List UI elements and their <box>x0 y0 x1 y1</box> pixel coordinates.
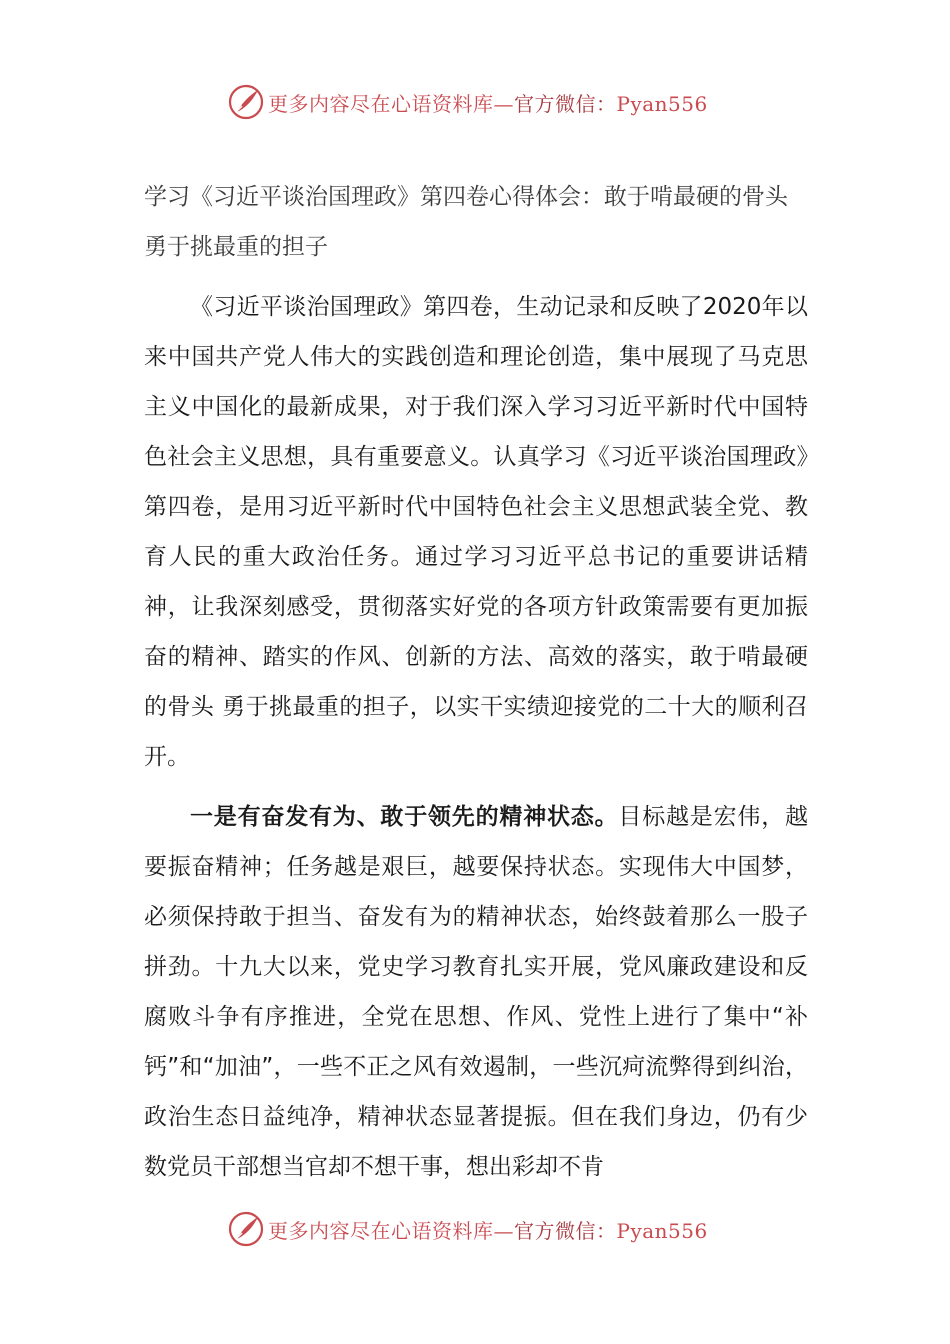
watermark-text <box>268 88 708 117</box>
paragraph-2-lead: 一是有奋发有为、敢于领先的精神状态。 <box>190 804 619 830</box>
article-paragraph-2 <box>144 792 808 1192</box>
watermark-wechat-label: 官方微信： <box>514 1218 617 1243</box>
article-paragraph-1: 《习近平谈治国理政》第四卷，生动记录和反映了2020年以来中国共产党人伟大的实践创造和理论创造，集中展现了马克思主义中国化的最新成果，对于我们深入学习习近平新时代中国特色社会主义思想，具有重要意义。认真学习《习近平谈治国理政》第四卷，是用习近平新时代中国特色社会主义思想武装全党、教育人民的重大政治任务。通过学习习近平总书记的重要讲话精神，让我深刻感受，贯彻落实好党的各项方针政策需要有更加振奋的精神、踏实的作风、创新的方法、高效的落实，敢于啃最硬的骨头 勇于挑最重的担子，以实干实绩迎接党的二十大的顺利召开。 <box>144 294 808 770</box>
article-title: 学习《习近平谈治国理政》第四卷心得体会：敢于啃最硬的骨头 勇于挑最重的担子 <box>144 184 788 260</box>
watermark-text <box>268 1215 708 1244</box>
quill-pen-logo-icon <box>228 84 264 120</box>
footer-watermark <box>228 1211 708 1247</box>
watermark-dash: — <box>493 91 514 116</box>
watermark-wechat-id: Pyan556 <box>616 91 708 116</box>
watermark-brand: 更多内容尽在心语资料库 <box>268 1218 494 1243</box>
watermark-wechat-label: 官方微信： <box>514 91 617 116</box>
watermark-brand: 更多内容尽在心语资料库 <box>268 91 494 116</box>
watermark-wechat-id: Pyan556 <box>616 1218 708 1243</box>
watermark-dash: — <box>493 1218 514 1243</box>
paragraph-2-body: 目标越是宏伟，越要振奋精神；任务越是艰巨，越要保持状态。实现伟大中国梦，必须保持敢于担当、奋发有为的精神状态，始终鼓着那么一股子拼劲。十九大以来，党史学习教育扎实开展，党风廉政建设和反腐败斗争有序推进，全党在思想、作风、党性上进行了集中“补钙”和“加油”，一些不正之风有效遏制，一些沉疴流弊得到纠治，政治生态日益纯净，精神状态显著提振。但在我们身边，仍有少数党员干部想当官却不想干事，想出彩却不肯 <box>144 804 809 1180</box>
quill-pen-logo-icon <box>228 1211 264 1247</box>
header-watermark <box>228 84 708 120</box>
